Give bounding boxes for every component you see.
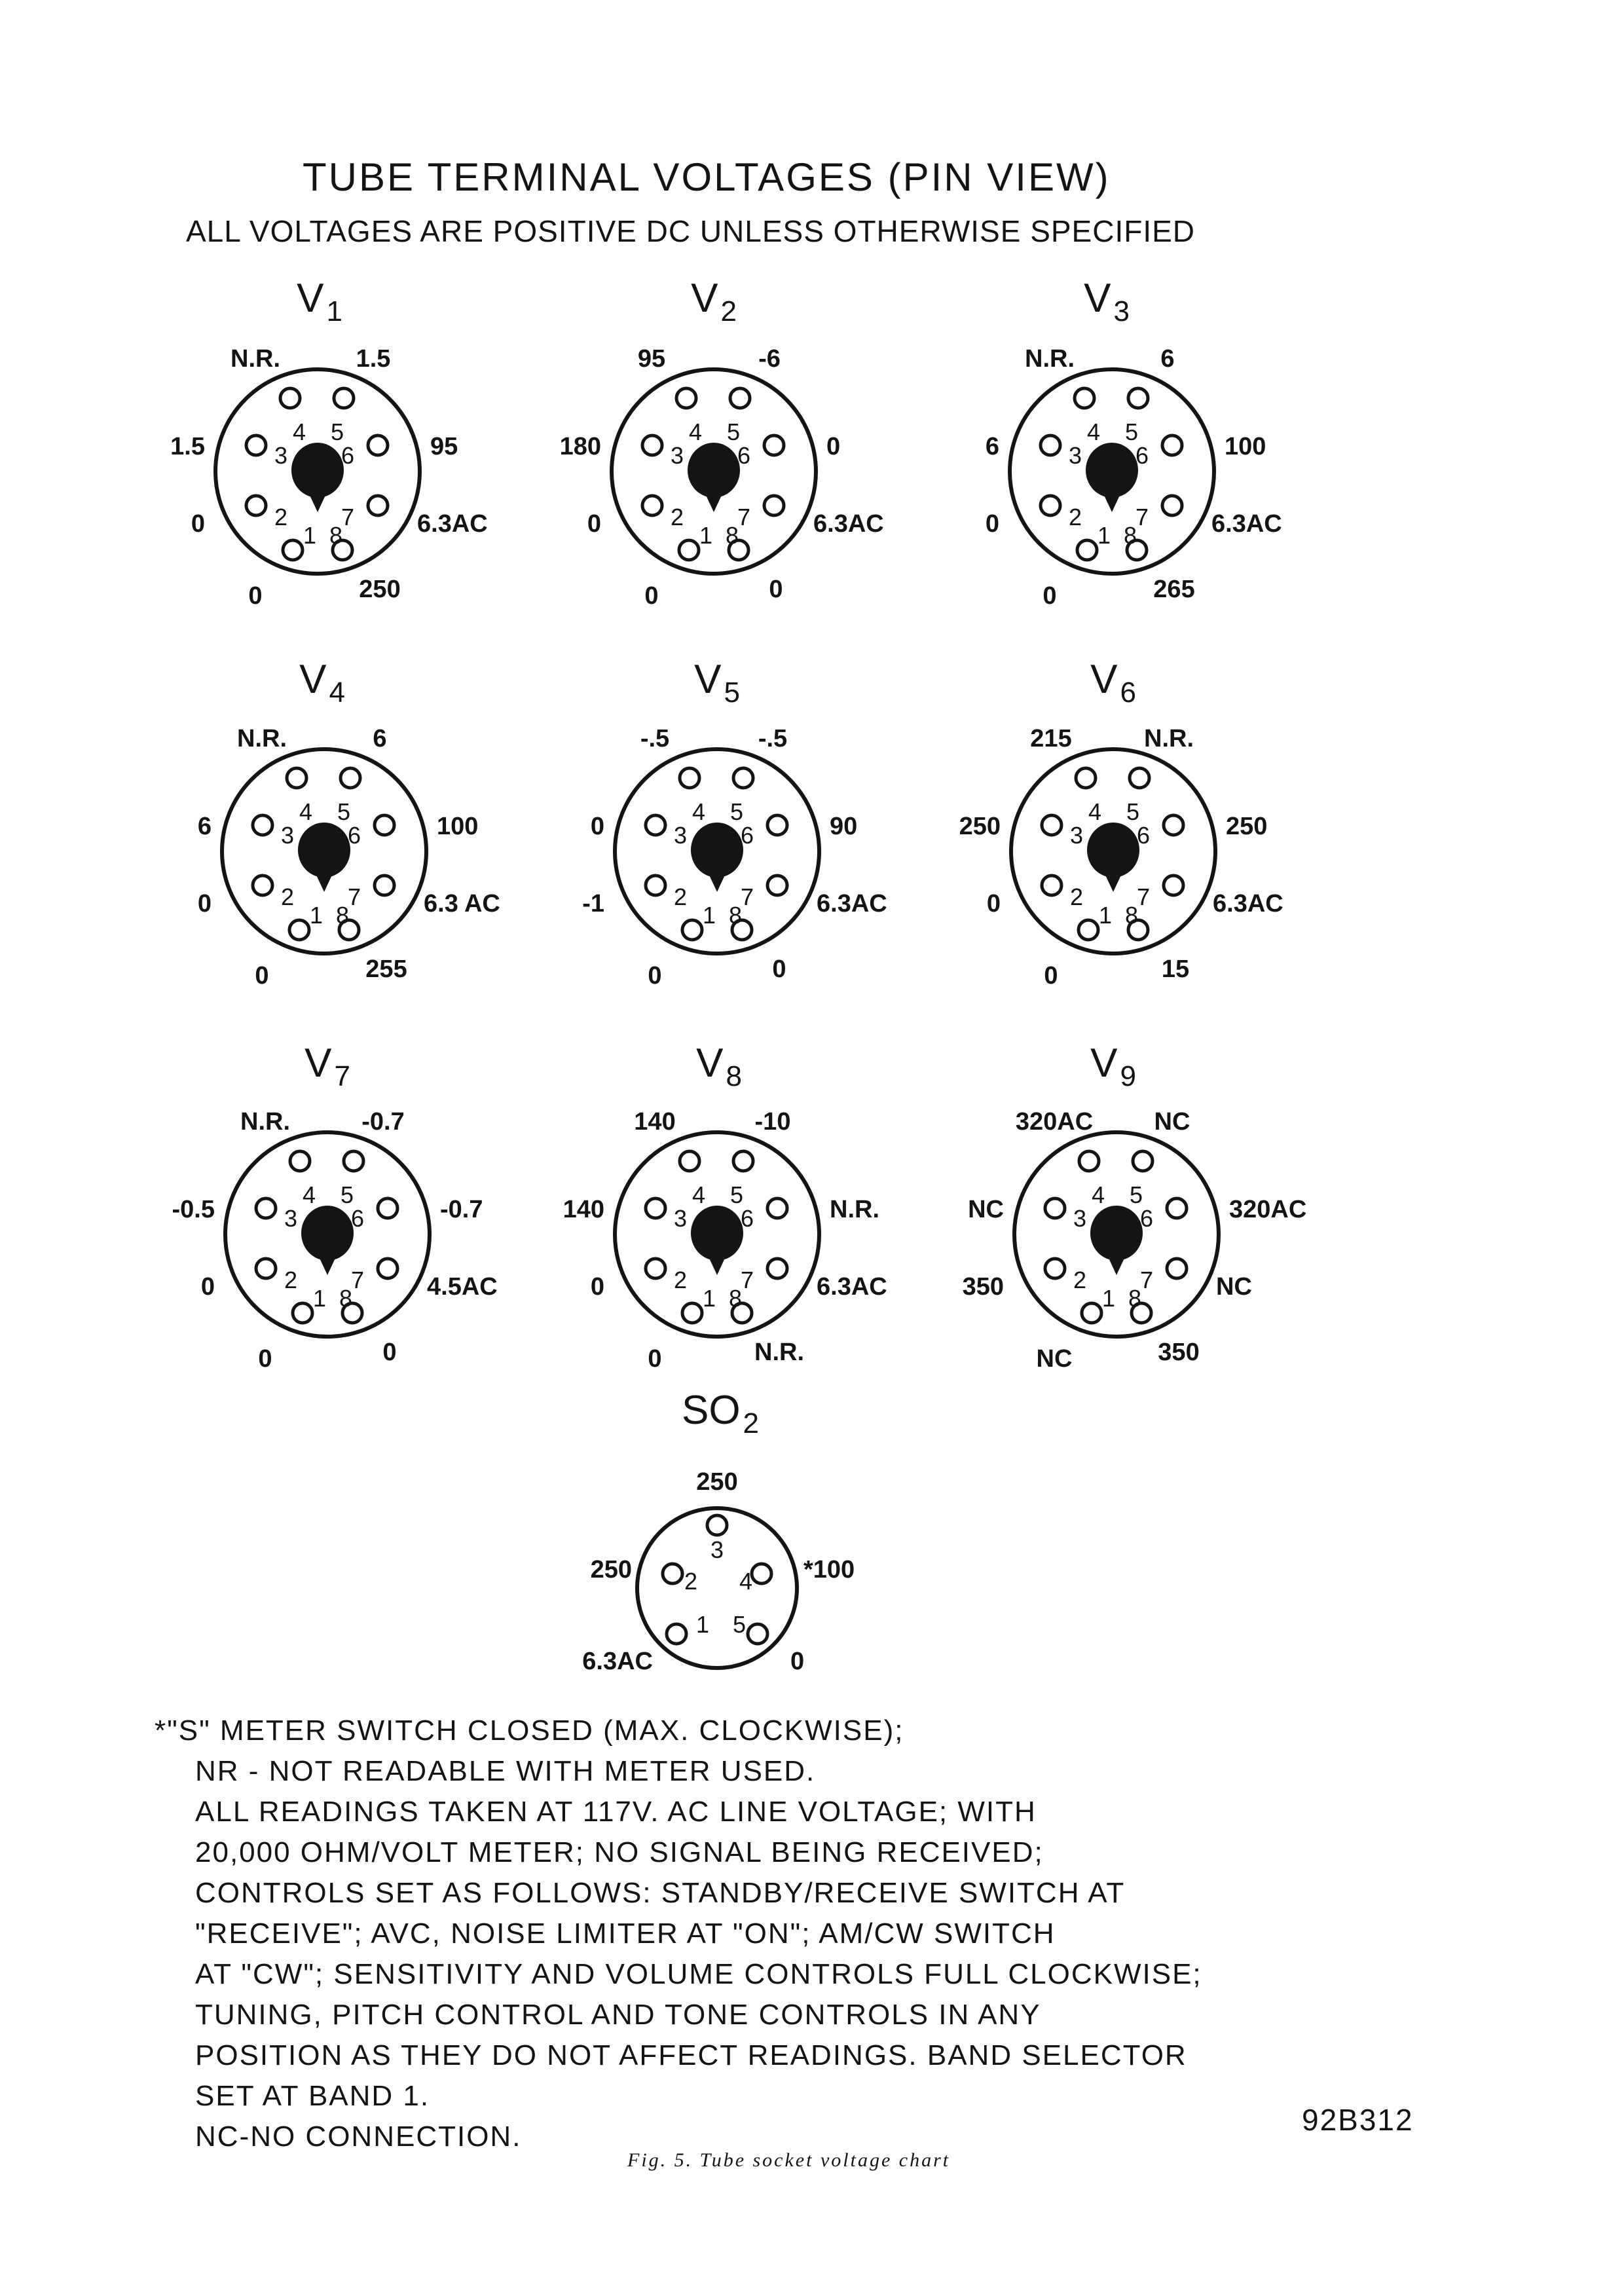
socket-key-notch [708, 1255, 726, 1275]
voltage-label: 250 [359, 576, 401, 603]
voltage-label: 0 [644, 582, 659, 610]
voltage-label: 215 [1030, 725, 1072, 752]
tube-label-subscript: 2 [720, 295, 737, 327]
pin-number: 3 [673, 822, 688, 849]
pin-number: 2 [280, 883, 295, 910]
pin-number: 1 [1097, 522, 1111, 549]
pin-number: 8 [728, 902, 743, 929]
pin-number: 4 [692, 1181, 706, 1208]
pin-5 [748, 1624, 767, 1644]
pin-2 [1041, 496, 1060, 515]
pin-2 [663, 1564, 682, 1583]
pin-6 [764, 435, 784, 455]
tube-label-name: V [1090, 657, 1118, 702]
pin-4 [680, 1151, 699, 1171]
voltage-label: N.R. [830, 1196, 879, 1223]
pin-number: 5 [340, 1181, 354, 1208]
voltage-label: 6.3AC [817, 890, 887, 917]
socket-key-notch [1104, 872, 1122, 892]
voltage-label: NC [968, 1196, 1004, 1223]
voltage-label: N.R. [231, 345, 280, 373]
pin-3 [707, 1515, 727, 1535]
tube-label-subscript: 9 [1120, 1060, 1136, 1092]
voltage-label: 0 [248, 582, 263, 610]
voltage-label: 0 [590, 1273, 604, 1301]
voltage-label: 6 [373, 725, 387, 752]
voltage-label: -1 [582, 890, 604, 917]
voltage-label: 0 [255, 962, 269, 990]
tube-label-name: V [1090, 1041, 1118, 1086]
pin-number: 5 [1129, 1181, 1143, 1208]
pin-number: 6 [1136, 822, 1151, 849]
pin-1 [667, 1624, 686, 1644]
voltage-label: 0 [590, 813, 604, 840]
pin-4 [752, 1564, 771, 1583]
tube-label-name: V [304, 1041, 332, 1086]
note-line: POSITION AS THEY DO NOT AFFECT READINGS. BAND SELECTOR [195, 2039, 1187, 2071]
pin-5 [344, 1151, 363, 1171]
socket-key-notch [708, 872, 726, 892]
pin-2 [1042, 876, 1061, 895]
voltage-label: 6.3AC [817, 1273, 887, 1301]
tube-label-subscript: 6 [1120, 676, 1136, 709]
note-line: CONTROLS SET AS FOLLOWS: STANDBY/RECEIVE SWITCH AT [195, 1877, 1126, 1909]
pin-6 [767, 815, 787, 835]
pin-number: 6 [740, 822, 754, 849]
pin-1 [1077, 540, 1097, 560]
pin-6 [368, 435, 388, 455]
voltage-label: 6.3AC [1213, 890, 1283, 917]
socket-key [298, 823, 350, 878]
pin-3 [1041, 435, 1060, 455]
pin-number: 1 [695, 1611, 710, 1638]
pin-number: 3 [710, 1536, 724, 1563]
pin-7 [368, 496, 388, 515]
voltage-label: 0 [772, 955, 786, 983]
pin-number: 8 [339, 1285, 353, 1312]
pin-number: 4 [692, 798, 706, 825]
voltage-label: N.R. [1025, 345, 1075, 373]
pin-3 [642, 435, 662, 455]
voltage-label: 0 [197, 890, 212, 917]
figure-code: 92B312 [1302, 2103, 1414, 2137]
note-line: AT "CW"; SENSITIVITY AND VOLUME CONTROLS FULL CLOCKWISE; [195, 1958, 1202, 1990]
pin-6 [1167, 1198, 1187, 1218]
pin-number: 8 [1124, 902, 1139, 929]
socket-key-notch [1107, 1255, 1126, 1275]
voltage-label: 1.5 [170, 433, 205, 460]
tube-socket-v3 [986, 345, 1282, 610]
pin-3 [253, 815, 272, 835]
pin-1 [682, 920, 702, 940]
tube-socket-v7 [172, 1108, 498, 1373]
pin-number: 3 [673, 1205, 688, 1232]
pin-4 [676, 388, 696, 408]
pin-number: 7 [341, 504, 355, 530]
socket-key-notch [705, 492, 723, 512]
pin-number: 2 [684, 1568, 698, 1595]
voltage-label: 250 [1226, 813, 1268, 840]
note-line: SET AT BAND 1. [195, 2080, 430, 2112]
voltage-label: -.5 [640, 725, 670, 752]
pin-7 [375, 876, 394, 895]
voltage-label: 90 [830, 813, 858, 840]
pin-6 [767, 1198, 787, 1218]
voltage-label: 6.3 AC [424, 890, 500, 917]
tube-socket-v1 [170, 345, 488, 610]
pin-number: 4 [688, 418, 703, 445]
pin-number: 1 [1101, 1285, 1116, 1312]
pin-number: 4 [292, 418, 306, 445]
pin-3 [1042, 815, 1061, 835]
pin-number: 7 [1135, 504, 1149, 530]
voltage-label: 1.5 [356, 345, 391, 373]
pin-number: 4 [302, 1181, 316, 1208]
pin-number: 2 [1069, 883, 1084, 910]
pin-number: 2 [673, 1267, 688, 1293]
pin-4 [680, 768, 699, 788]
tube-socket-v5 [582, 725, 887, 990]
tube-label-name: V [299, 657, 327, 702]
voltage-label: 140 [563, 1196, 604, 1223]
pin-3 [646, 1198, 665, 1218]
pin-7 [378, 1259, 397, 1278]
voltage-label: 255 [365, 955, 407, 983]
voltage-label: 250 [590, 1556, 632, 1583]
pin-5 [733, 768, 753, 788]
pin-7 [767, 1259, 787, 1278]
pin-number: 1 [303, 522, 317, 549]
pin-number: 7 [740, 1267, 754, 1293]
voltage-label: 0 [648, 962, 662, 990]
pin-2 [256, 1259, 276, 1278]
pin-4 [287, 768, 306, 788]
pin-number: 4 [1091, 1181, 1105, 1208]
pin-number: 4 [1088, 798, 1102, 825]
figure-caption: Fig. 5. Tube socket voltage chart [627, 2149, 951, 2171]
socket-key-notch [308, 492, 327, 512]
note-line: TUNING, PITCH CONTROL AND TONE CONTROLS IN ANY [195, 1999, 1041, 2031]
note-line: NC-NO CONNECTION. [195, 2120, 522, 2153]
voltage-label: 0 [1044, 962, 1058, 990]
pin-1 [679, 540, 699, 560]
socket-key [691, 823, 743, 878]
note-line: NR - NOT READABLE WITH METER USED. [195, 1755, 816, 1787]
pin-3 [256, 1198, 276, 1218]
voltage-label: 350 [962, 1273, 1004, 1301]
voltage-label: 0 [258, 1345, 272, 1373]
pin-4 [1076, 768, 1096, 788]
pin-number: 8 [1123, 522, 1137, 549]
voltage-label: NC [1216, 1273, 1252, 1301]
tube-socket-v4 [198, 725, 500, 990]
tube-socket-v9 [963, 1108, 1307, 1373]
voltage-label: -0.7 [440, 1196, 483, 1223]
socket-key-notch [1103, 492, 1121, 512]
voltage-label: 95 [637, 345, 666, 373]
voltage-label: 6 [985, 433, 999, 460]
pin-3 [646, 815, 665, 835]
voltage-label: 100 [1225, 433, 1266, 460]
voltage-label: 320AC [1015, 1108, 1094, 1136]
note-line: ALL READINGS TAKEN AT 117V. AC LINE VOLTAGE; WITH [195, 1796, 1037, 1828]
voltage-label: 0 [826, 433, 841, 460]
socket-key [1087, 823, 1139, 878]
socket-key [1090, 1206, 1143, 1261]
pin-number: 6 [341, 442, 355, 469]
pin-number: 5 [1124, 418, 1139, 445]
socket-key-notch [318, 1255, 337, 1275]
pin-number: 3 [1068, 442, 1082, 469]
pin-5 [341, 768, 360, 788]
pin-number: 8 [329, 522, 343, 549]
pin-1 [283, 540, 303, 560]
voltage-label: 6 [197, 813, 212, 840]
voltage-label: 6.3AC [1211, 510, 1282, 538]
pin-number: 3 [274, 442, 288, 469]
pin-number: 7 [350, 1267, 365, 1293]
pin-number: 2 [284, 1267, 298, 1293]
tube-label-name: V [696, 1041, 724, 1086]
pin-number: 3 [670, 442, 684, 469]
voltage-label: 0 [191, 510, 205, 538]
socket-label-subscript: 2 [743, 1407, 760, 1439]
voltage-label: 0 [985, 510, 999, 538]
voltage-label: 250 [696, 1468, 738, 1496]
pin-number: 8 [335, 902, 350, 929]
note-line: "RECEIVE"; AVC, NOISE LIMITER AT "ON"; AM/CW SWITCH [195, 1917, 1056, 1950]
voltage-label: N.R. [754, 1339, 804, 1366]
voltage-label: -.5 [758, 725, 788, 752]
tube-label-name: V [1084, 276, 1111, 321]
voltage-label: 0 [986, 890, 1001, 917]
voltage-label: 6.3AC [813, 510, 884, 538]
voltage-label: 6.3AC [417, 510, 488, 538]
tube-label-subscript: 8 [726, 1060, 742, 1092]
pin-5 [334, 388, 354, 408]
voltage-label: 0 [1043, 582, 1057, 610]
tube-label-subscript: 1 [326, 295, 342, 327]
pin-number: 1 [1098, 902, 1113, 929]
voltage-label: *100 [803, 1556, 855, 1583]
pin-3 [246, 435, 266, 455]
pin-number: 1 [309, 902, 323, 929]
pin-number: 2 [673, 883, 688, 910]
voltage-label: -6 [758, 345, 781, 373]
notes-block [155, 1711, 1399, 2157]
page-title: TUBE TERMINAL VOLTAGES (PIN VIEW) [303, 155, 1111, 199]
pin-7 [764, 496, 784, 515]
pin-2 [642, 496, 662, 515]
note-line: 20,000 OHM/VOLT METER; NO SIGNAL BEING RECEIVED; [195, 1836, 1044, 1868]
pin-7 [1164, 876, 1183, 895]
socket-key-notch [315, 872, 333, 892]
pin-4 [290, 1151, 310, 1171]
pin-number: 5 [330, 418, 344, 445]
pin-6 [375, 815, 394, 835]
voltage-label: NC [1154, 1108, 1190, 1136]
pin-2 [246, 496, 266, 515]
pin-number: 1 [312, 1285, 327, 1312]
pin-2 [646, 876, 665, 895]
voltage-label: 4.5AC [427, 1273, 498, 1301]
tube-label-subscript: 4 [329, 676, 345, 709]
voltage-label: N.R. [1144, 725, 1194, 752]
pin-1 [293, 1303, 312, 1323]
pin-number: 6 [740, 1205, 754, 1232]
pin-number: 5 [732, 1611, 747, 1638]
tube-label-name: V [691, 276, 718, 321]
pin-7 [1167, 1259, 1187, 1278]
pin-number: 2 [670, 504, 684, 530]
voltage-label: 15 [1161, 955, 1190, 983]
voltage-label: 350 [1158, 1339, 1200, 1366]
pin-number: 4 [739, 1568, 753, 1595]
pin-6 [378, 1198, 397, 1218]
voltage-label: -0.7 [361, 1108, 405, 1136]
pin-number: 1 [702, 1285, 716, 1312]
pin-number: 1 [702, 902, 716, 929]
pin-5 [733, 1151, 753, 1171]
pin-number: 6 [350, 1205, 365, 1232]
pin-number: 6 [737, 442, 751, 469]
pin-number: 5 [337, 798, 351, 825]
voltage-label: 0 [587, 510, 601, 538]
socket-key [1086, 443, 1138, 498]
pin-2 [646, 1259, 665, 1278]
voltage-label: 140 [634, 1108, 676, 1136]
pin-number: 3 [1073, 1205, 1087, 1232]
socket-key [301, 1206, 354, 1261]
socket-key [691, 1206, 743, 1261]
tube-label-subscript: 3 [1113, 295, 1130, 327]
pin-1 [289, 920, 309, 940]
pin-number: 8 [1128, 1285, 1142, 1312]
pin-number: 6 [347, 822, 361, 849]
pin-number: 6 [1135, 442, 1149, 469]
pin-1 [1082, 1303, 1101, 1323]
voltage-label: 320AC [1229, 1196, 1307, 1223]
pin-number: 2 [1073, 1267, 1087, 1293]
socket-so2 [582, 1468, 855, 1675]
pin-4 [280, 388, 300, 408]
voltage-label: 180 [559, 433, 601, 460]
pin-7 [1162, 496, 1182, 515]
pin-number: 3 [284, 1205, 298, 1232]
pin-number: 7 [347, 883, 361, 910]
voltage-label: 0 [648, 1345, 662, 1373]
pin-number: 3 [1069, 822, 1084, 849]
pin-number: 8 [725, 522, 739, 549]
tube-socket-v2 [560, 345, 884, 610]
pin-number: 5 [729, 1181, 744, 1208]
pin-2 [253, 876, 272, 895]
pin-number: 5 [726, 418, 741, 445]
tube-label-name: V [297, 276, 324, 321]
voltage-label: N.R. [240, 1108, 290, 1136]
pin-4 [1075, 388, 1094, 408]
pin-4 [1079, 1151, 1099, 1171]
pin-1 [682, 1303, 702, 1323]
pin-number: 7 [1136, 883, 1151, 910]
note-line: *"S" METER SWITCH CLOSED (MAX. CLOCKWISE); [155, 1714, 904, 1747]
pin-number: 1 [699, 522, 713, 549]
pin-number: 4 [1086, 418, 1101, 445]
socket-label-name: SO [681, 1388, 741, 1433]
voltage-label: 0 [200, 1273, 215, 1301]
pin-6 [1162, 435, 1182, 455]
voltage-label: 100 [437, 813, 479, 840]
pin-2 [1045, 1259, 1065, 1278]
pin-number: 2 [274, 504, 288, 530]
pin-6 [1164, 815, 1183, 835]
pin-5 [1133, 1151, 1153, 1171]
voltage-label: 6 [1160, 345, 1175, 373]
tube-label-subscript: 5 [724, 676, 740, 709]
pin-number: 7 [1139, 1267, 1154, 1293]
voltage-label: 250 [959, 813, 1001, 840]
voltage-label: 0 [382, 1339, 397, 1366]
page-subtitle: ALL VOLTAGES ARE POSITIVE DC UNLESS OTHERWISE SPECIFIED [186, 214, 1196, 248]
voltage-label: 0 [769, 576, 783, 603]
pin-5 [730, 388, 750, 408]
pin-1 [1079, 920, 1098, 940]
pin-number: 8 [728, 1285, 743, 1312]
pin-number: 7 [737, 504, 751, 530]
pin-number: 3 [280, 822, 295, 849]
voltage-label: 265 [1153, 576, 1195, 603]
pin-number: 6 [1139, 1205, 1154, 1232]
pin-number: 7 [740, 883, 754, 910]
pin-number: 4 [299, 798, 313, 825]
socket-key [688, 443, 740, 498]
socket-key [291, 443, 344, 498]
voltage-label: -10 [754, 1108, 791, 1136]
voltage-label: 95 [430, 433, 458, 460]
voltage-label: NC [1036, 1345, 1073, 1373]
tube-socket-v8 [563, 1108, 887, 1373]
tube-label-subscript: 7 [334, 1060, 350, 1092]
pin-5 [1130, 768, 1149, 788]
tube-socket-v6 [959, 725, 1283, 990]
pin-5 [1128, 388, 1148, 408]
pin-number: 2 [1068, 504, 1082, 530]
pin-7 [767, 876, 787, 895]
voltage-label: 6.3AC [582, 1648, 653, 1675]
pin-number: 5 [729, 798, 744, 825]
voltage-label: -0.5 [172, 1196, 215, 1223]
voltage-label: 0 [790, 1648, 805, 1675]
pin-number: 5 [1126, 798, 1140, 825]
voltage-label: N.R. [237, 725, 287, 752]
tube-label-name: V [694, 657, 722, 702]
pin-3 [1045, 1198, 1065, 1218]
